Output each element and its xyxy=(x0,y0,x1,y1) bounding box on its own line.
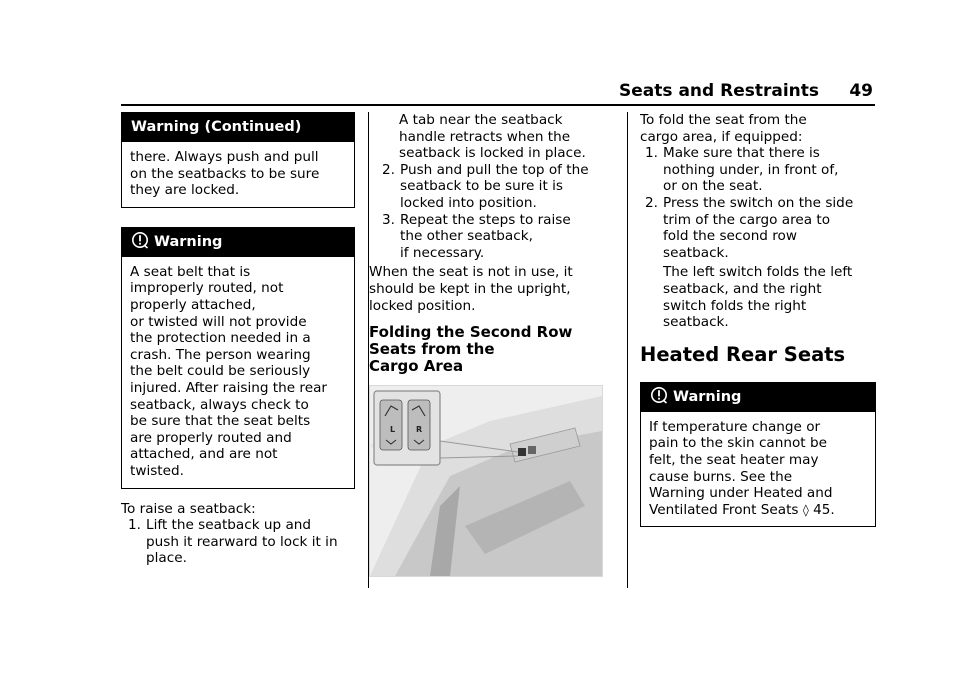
list-number: 1. xyxy=(645,145,658,162)
text-line: locked into position. xyxy=(400,194,537,211)
text-line: are properly routed and xyxy=(130,429,292,446)
list-number: 1. xyxy=(128,517,141,534)
text-line: When the seat is not in use, it xyxy=(369,264,573,281)
list-number: 2. xyxy=(382,161,395,178)
text-line: seatback, and the right xyxy=(663,280,822,297)
text-line: handle retracts when the xyxy=(399,128,571,145)
text-line: should be kept in the upright, xyxy=(369,280,571,297)
column-3 xyxy=(640,112,876,527)
text-line: they are locked. xyxy=(130,182,240,199)
text-line: seatback is locked in place. xyxy=(399,145,586,162)
text-line: Lift the seatback up and xyxy=(146,517,312,534)
column-divider xyxy=(627,112,628,588)
warning-box xyxy=(640,382,876,528)
list-number: 2. xyxy=(645,194,658,211)
text-line: the protection needed in a xyxy=(130,330,311,347)
text-line: If temperature change or xyxy=(649,418,821,435)
text-line xyxy=(649,502,868,519)
text-line: nothing under, in front of, xyxy=(663,161,839,178)
page-number: 49 xyxy=(849,81,873,101)
left-switch-label: L xyxy=(390,425,396,435)
heading-line: Seats from the xyxy=(369,340,495,359)
warning-title: Warning xyxy=(154,233,223,250)
text-line: seatback. xyxy=(663,314,729,331)
text-line: attached, and are not xyxy=(130,446,278,463)
text-line: locked position. xyxy=(369,297,476,314)
heading-line: Cargo Area xyxy=(369,357,464,376)
warning-icon xyxy=(131,231,149,249)
cargo-switch-illustration xyxy=(370,386,602,576)
page-header xyxy=(121,80,875,106)
text-line: improperly routed, not xyxy=(130,280,284,297)
text-line: if necessary. xyxy=(400,244,485,261)
text-line: injured. After raising the rear xyxy=(130,379,327,396)
text-line: To fold the seat from the xyxy=(640,112,807,128)
text-line: twisted. xyxy=(130,462,184,479)
section-title: Seats and Restraints xyxy=(619,81,819,101)
warning-body xyxy=(122,257,354,488)
text-line: or twisted will not provide xyxy=(130,313,307,330)
column-2 xyxy=(369,112,616,577)
list-item xyxy=(645,145,876,195)
text-line: properly attached, xyxy=(130,296,256,313)
text-line: A tab near the seatback xyxy=(399,112,563,128)
text-line: the other seatback, xyxy=(400,228,533,245)
raise-intro: To raise a seatback: xyxy=(121,500,256,517)
text-line: trim of the cargo area to xyxy=(663,211,831,228)
text-line: pain to the skin cannot be xyxy=(649,435,827,452)
heading-line: Folding the Second Row xyxy=(369,323,573,342)
text-line: Push and pull the top of the xyxy=(400,161,589,178)
text-line: cause burns. See the xyxy=(649,468,793,485)
text-line: Repeat the steps to raise xyxy=(400,211,571,228)
text-line: seatback. xyxy=(663,244,729,261)
list-item xyxy=(382,162,616,212)
section-heading: Heated Rear Seats xyxy=(640,342,846,366)
page-reference-icon: ◊ xyxy=(802,502,809,517)
warning-icon xyxy=(650,386,668,404)
text-line: crash. The person wearing xyxy=(130,346,311,363)
text-line: A seat belt that is xyxy=(130,263,251,280)
warning-body xyxy=(122,142,354,207)
text-line: be sure that the seat belts xyxy=(130,413,311,430)
text-line: Warning under Heated and xyxy=(649,485,833,502)
text-line: the belt could be seriously xyxy=(130,363,311,380)
text-line: The left switch folds the left xyxy=(663,264,853,281)
text-line: fold the second row xyxy=(663,228,797,245)
column-1 xyxy=(121,112,355,567)
text-line: or on the seat. xyxy=(663,178,763,195)
step1-continuation xyxy=(382,112,616,162)
text-line: cargo area, if equipped: xyxy=(640,128,803,145)
text-line: seatback, always check to xyxy=(130,396,309,413)
warning-box xyxy=(121,227,355,489)
cargo-area-figure xyxy=(369,385,603,577)
text-line: seatback to be sure it is xyxy=(400,178,563,195)
xref-page-link[interactable]: 45. xyxy=(813,501,835,518)
text-line: felt, the seat heater may xyxy=(649,451,819,468)
xref-text: Ventilated Front Seats xyxy=(649,501,799,518)
step2-note xyxy=(640,264,876,330)
list-number: 3. xyxy=(382,211,395,228)
warning-header xyxy=(122,228,354,257)
warning-header: Warning (Continued) xyxy=(122,113,354,142)
warning-box-continued xyxy=(121,112,355,208)
warning-header xyxy=(641,383,875,412)
list-item xyxy=(645,195,876,261)
text-line: Make sure that there is xyxy=(663,145,820,162)
subheading xyxy=(369,324,616,375)
paragraph xyxy=(369,264,616,314)
warning-body xyxy=(641,412,875,527)
paragraph xyxy=(640,112,876,145)
text-line: push it rearward to lock it in xyxy=(146,533,338,550)
list-item xyxy=(382,212,616,262)
text-line: Press the switch on the side xyxy=(663,194,854,211)
warning-title: Warning xyxy=(673,388,742,405)
text-line: place. xyxy=(146,550,187,567)
text-line: switch folds the right xyxy=(663,297,807,314)
list-item xyxy=(128,517,355,567)
text-line: there. Always push and pull xyxy=(130,149,319,165)
right-switch-label: R xyxy=(416,425,423,435)
text-line: on the seatbacks to be sure xyxy=(130,165,320,182)
